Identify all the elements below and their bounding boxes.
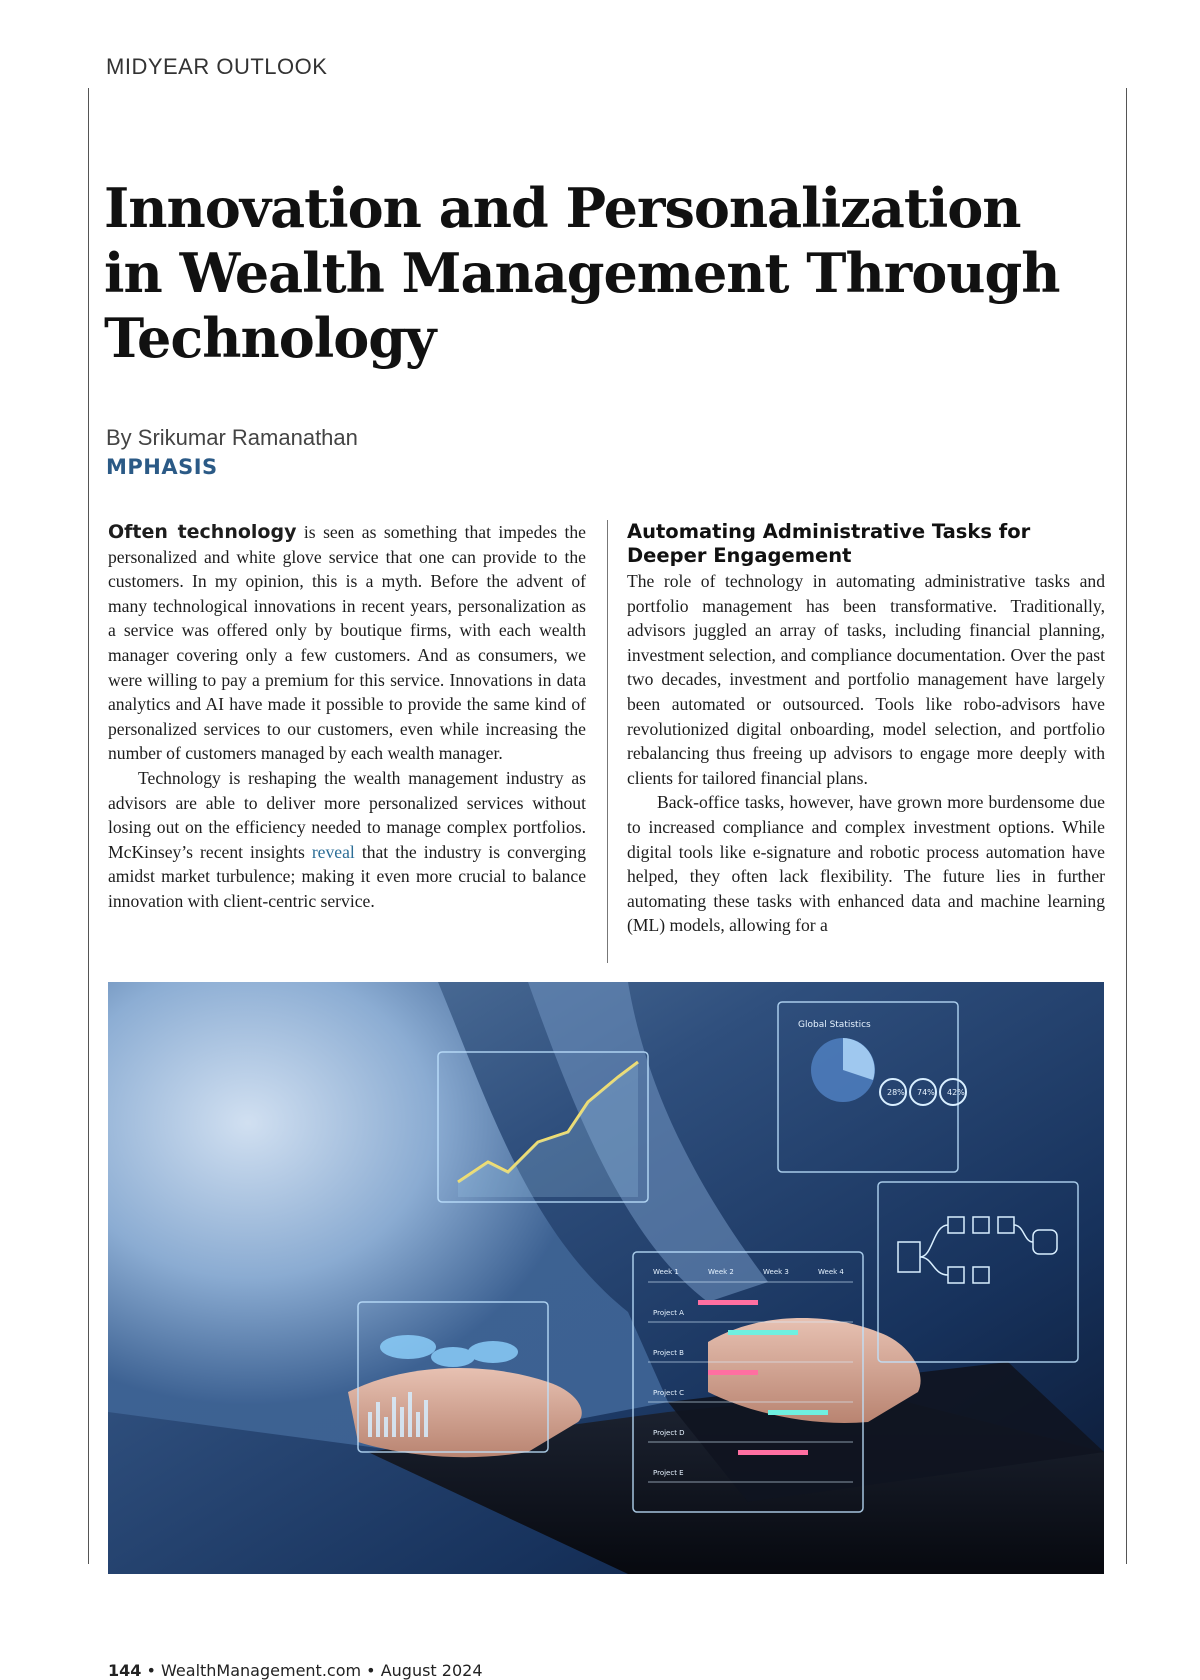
gantt-project-label: Project E xyxy=(653,1469,684,1477)
gantt-week-label: Week 3 xyxy=(763,1268,789,1276)
title-line: Technology xyxy=(104,306,436,370)
right-paragraph-1: The role of technology in automating administrative tasks and portfolio management has been transformative. Traditionally, advisors juggled an array of tasks, including financial planning, investment selection, and compliance documentation. Over the past two decades, investment and portfolio management have largely been automated or outsourced. Tools like robo-advisors have revolutionized digital onboarding, model selection, and portfolio rebalancing thus freeing up advisors to engage more deeply with clients for tailored financial plans. xyxy=(627,571,1105,788)
right-margin-rule xyxy=(1126,88,1127,1564)
gantt-project-label: Project C xyxy=(653,1389,685,1397)
gantt-week-label: Week 4 xyxy=(818,1268,844,1276)
left-paragraph-2 xyxy=(108,766,586,914)
reveal-link[interactable]: reveal xyxy=(311,841,355,862)
column-divider xyxy=(607,520,608,963)
page-number: 144 xyxy=(108,1661,142,1680)
title-line: in Wealth Management Through xyxy=(104,241,1060,305)
left-column xyxy=(108,520,586,914)
article-title xyxy=(104,176,1064,371)
paragraph-text: that the industry is converging amidst market turbulence; making it even more crucial to balance innovation with client-centric service. xyxy=(108,841,586,911)
footer-separator: • xyxy=(366,1661,376,1680)
publication-site: WealthManagement.com xyxy=(161,1661,362,1680)
paragraph-text: is seen as something that impedes the personalized and white glove service that one can provide to the customers. In my opinion, this is a myth. Before the advent of many technological innovations in recent years, personalization as a service was offered only by boutique firms, with each wealth manager covering only a few customers. And as consumers, we were willing to pay a premium for this service. Innovations in data analytics and AI have made it possible to provide the same kind of personalized services to our customers, even while increasing the number of customers managed by each wealth manager. xyxy=(108,522,586,764)
page-footer xyxy=(108,1661,483,1680)
hero-photo xyxy=(108,982,1104,1574)
left-margin-rule xyxy=(88,88,89,1564)
gantt-week-label: Week 1 xyxy=(653,1268,679,1276)
gantt-project-label: Project B xyxy=(653,1349,684,1357)
author-company: MPHASIS xyxy=(106,455,218,479)
issue-date: August 2024 xyxy=(380,1661,483,1680)
gantt-project-label: Project A xyxy=(653,1309,684,1317)
right-paragraph-2: Back-office tasks, however, have grown more burdensome due to increased compliance and complex investment options. While digital tools like e-signature and robotic process automation have helped, they often lack flexibility. The future lies in further automating these tasks with enhanced data and machine learning (ML) models, allowing for a xyxy=(627,792,1105,936)
left-paragraph-1 xyxy=(108,520,586,766)
section-subhead: Automating Administrative Tasks for Deeper Engagement xyxy=(627,520,1031,567)
title-line: Innovation and Personalization xyxy=(104,176,1021,240)
section-label: MIDYEAR OUTLOOK xyxy=(106,54,328,79)
gauge-label: 42% xyxy=(947,1088,965,1097)
paragraph-text: Technology is reshaping the wealth management industry as advisors are able to deliver more personalized services without losing out on the efficiency needed to manage complex portfolios. McKinsey’s recent insights xyxy=(108,767,586,862)
footer-separator: • xyxy=(146,1661,156,1680)
right-column xyxy=(627,520,1105,938)
gantt-project-label: Project D xyxy=(653,1429,685,1437)
dashboard-title: Global Statistics xyxy=(798,1020,871,1030)
byline: By Srikumar Ramanathan xyxy=(106,425,358,450)
gauge-label: 74% xyxy=(917,1088,935,1097)
lead-in: Often technology xyxy=(108,521,297,543)
gantt-week-label: Week 2 xyxy=(708,1268,734,1276)
gauge-label: 28% xyxy=(887,1088,905,1097)
